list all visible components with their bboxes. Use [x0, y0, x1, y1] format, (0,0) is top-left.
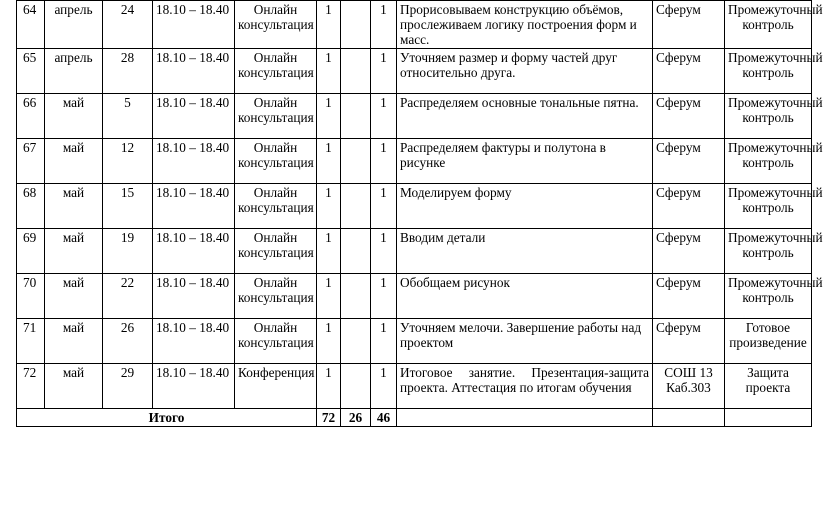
lesson-number-cell: 71 — [17, 319, 45, 364]
location-cell: Сферум — [653, 274, 725, 319]
theory-hours-cell — [341, 274, 371, 319]
practice-hours-cell: 1 — [371, 274, 397, 319]
control-form-cell: Промежуточный контроль — [725, 49, 812, 94]
practice-hours-cell: 1 — [371, 364, 397, 409]
day-cell: 12 — [103, 139, 153, 184]
topic-cell: Итоговое занятие. Презентация-защита проекта. Аттестация по итогам обучения — [397, 364, 653, 409]
topic-cell: Распределяем фактуры и полутона в рисунке — [397, 139, 653, 184]
table-row — [17, 1, 812, 49]
lesson-number-cell: 66 — [17, 94, 45, 139]
lesson-form-cell: Онлайн консультация — [235, 229, 317, 274]
hours-cell: 1 — [317, 364, 341, 409]
month-cell: апрель — [45, 49, 103, 94]
hours-cell: 1 — [317, 184, 341, 229]
month-cell: май — [45, 229, 103, 274]
schedule-table — [16, 0, 823, 427]
location-cell: Сферум — [653, 319, 725, 364]
lesson-form-cell: Онлайн консультация — [235, 319, 317, 364]
lesson-form-cell: Онлайн консультация — [235, 94, 317, 139]
theory-hours-cell — [341, 139, 371, 184]
practice-hours-cell: 1 — [371, 319, 397, 364]
day-cell: 28 — [103, 49, 153, 94]
theory-hours-cell — [341, 229, 371, 274]
table-row — [17, 274, 812, 319]
month-cell: май — [45, 319, 103, 364]
topic-cell: Прорисовываем конструкцию объёмов, прослеживаем логику построения форм и масс. — [397, 1, 653, 49]
control-form-cell: Промежуточный контроль — [725, 274, 812, 319]
month-cell: май — [45, 139, 103, 184]
theory-hours-cell — [341, 49, 371, 94]
theory-hours-cell — [341, 1, 371, 49]
table-row — [17, 184, 812, 229]
lesson-number-cell: 70 — [17, 274, 45, 319]
hours-cell: 1 — [317, 1, 341, 49]
time-cell: 18.10 – 18.40 — [153, 319, 235, 364]
control-form-cell: Готовое произведение — [725, 319, 812, 364]
lesson-form-cell: Онлайн консультация — [235, 274, 317, 319]
day-cell: 29 — [103, 364, 153, 409]
table-row — [17, 49, 812, 94]
topic-cell: Уточняем размер и форму частей друг относительно друга. — [397, 49, 653, 94]
lesson-number-cell: 69 — [17, 229, 45, 274]
topic-cell: Вводим детали — [397, 229, 653, 274]
lesson-form-cell: Онлайн консультация — [235, 184, 317, 229]
total-topic-empty — [397, 409, 653, 427]
location-cell: Сферум — [653, 139, 725, 184]
time-cell: 18.10 – 18.40 — [153, 94, 235, 139]
theory-hours-cell — [341, 94, 371, 139]
location-cell: Сферум — [653, 184, 725, 229]
location-cell: Сферум — [653, 229, 725, 274]
topic-cell: Моделируем форму — [397, 184, 653, 229]
day-cell: 5 — [103, 94, 153, 139]
month-cell: апрель — [45, 1, 103, 49]
day-cell: 22 — [103, 274, 153, 319]
control-form-cell: Промежуточный контроль — [725, 1, 812, 49]
topic-cell: Обобщаем рисунок — [397, 274, 653, 319]
theory-hours-cell — [341, 319, 371, 364]
hours-cell: 1 — [317, 94, 341, 139]
total-row — [17, 409, 812, 427]
topic-cell: Уточняем мелочи. Завершение работы над проектом — [397, 319, 653, 364]
total-practice: 46 — [371, 409, 397, 427]
time-cell: 18.10 – 18.40 — [153, 49, 235, 94]
month-cell: май — [45, 364, 103, 409]
lesson-form-cell: Онлайн консультация — [235, 139, 317, 184]
theory-hours-cell — [341, 184, 371, 229]
table-row — [17, 139, 812, 184]
time-cell: 18.10 – 18.40 — [153, 139, 235, 184]
lesson-number-cell: 65 — [17, 49, 45, 94]
location-cell: Сферум — [653, 1, 725, 49]
lesson-number-cell: 72 — [17, 364, 45, 409]
table-row — [17, 229, 812, 274]
total-control-empty — [725, 409, 812, 427]
theory-hours-cell — [341, 364, 371, 409]
lesson-form-cell: Онлайн консультация — [235, 49, 317, 94]
control-form-cell: Промежуточный контроль — [725, 94, 812, 139]
time-cell: 18.10 – 18.40 — [153, 1, 235, 49]
table-row — [17, 94, 812, 139]
practice-hours-cell: 1 — [371, 139, 397, 184]
control-form-cell: Защита проекта — [725, 364, 812, 409]
topic-cell: Распределяем основные тональные пятна. — [397, 94, 653, 139]
month-cell: май — [45, 274, 103, 319]
table-row — [17, 364, 812, 409]
lesson-number-cell: 67 — [17, 139, 45, 184]
table-row — [17, 319, 812, 364]
day-cell: 19 — [103, 229, 153, 274]
total-place-empty — [653, 409, 725, 427]
practice-hours-cell: 1 — [371, 94, 397, 139]
location-cell: Сферум — [653, 49, 725, 94]
control-form-cell: Промежуточный контроль — [725, 229, 812, 274]
day-cell: 26 — [103, 319, 153, 364]
lesson-form-cell: Онлайн консультация — [235, 1, 317, 49]
practice-hours-cell: 1 — [371, 229, 397, 274]
hours-cell: 1 — [317, 139, 341, 184]
lesson-number-cell: 68 — [17, 184, 45, 229]
practice-hours-cell: 1 — [371, 1, 397, 49]
time-cell: 18.10 – 18.40 — [153, 364, 235, 409]
total-theory: 26 — [341, 409, 371, 427]
practice-hours-cell: 1 — [371, 49, 397, 94]
day-cell: 15 — [103, 184, 153, 229]
hours-cell: 1 — [317, 49, 341, 94]
month-cell: май — [45, 94, 103, 139]
lesson-form-cell: Конференция — [235, 364, 317, 409]
time-cell: 18.10 – 18.40 — [153, 184, 235, 229]
total-hours: 72 — [317, 409, 341, 427]
lesson-number-cell: 64 — [17, 1, 45, 49]
month-cell: май — [45, 184, 103, 229]
hours-cell: 1 — [317, 229, 341, 274]
schedule-body — [17, 1, 823, 427]
location-cell: Сферум — [653, 94, 725, 139]
location-cell: СОШ 13 Каб.303 — [653, 364, 725, 409]
time-cell: 18.10 – 18.40 — [153, 229, 235, 274]
time-cell: 18.10 – 18.40 — [153, 274, 235, 319]
control-form-cell: Промежуточный контроль — [725, 139, 812, 184]
total-label: Итого — [17, 409, 317, 427]
day-cell: 24 — [103, 1, 153, 49]
control-form-cell: Промежуточный контроль — [725, 184, 812, 229]
practice-hours-cell: 1 — [371, 184, 397, 229]
hours-cell: 1 — [317, 319, 341, 364]
hours-cell: 1 — [317, 274, 341, 319]
